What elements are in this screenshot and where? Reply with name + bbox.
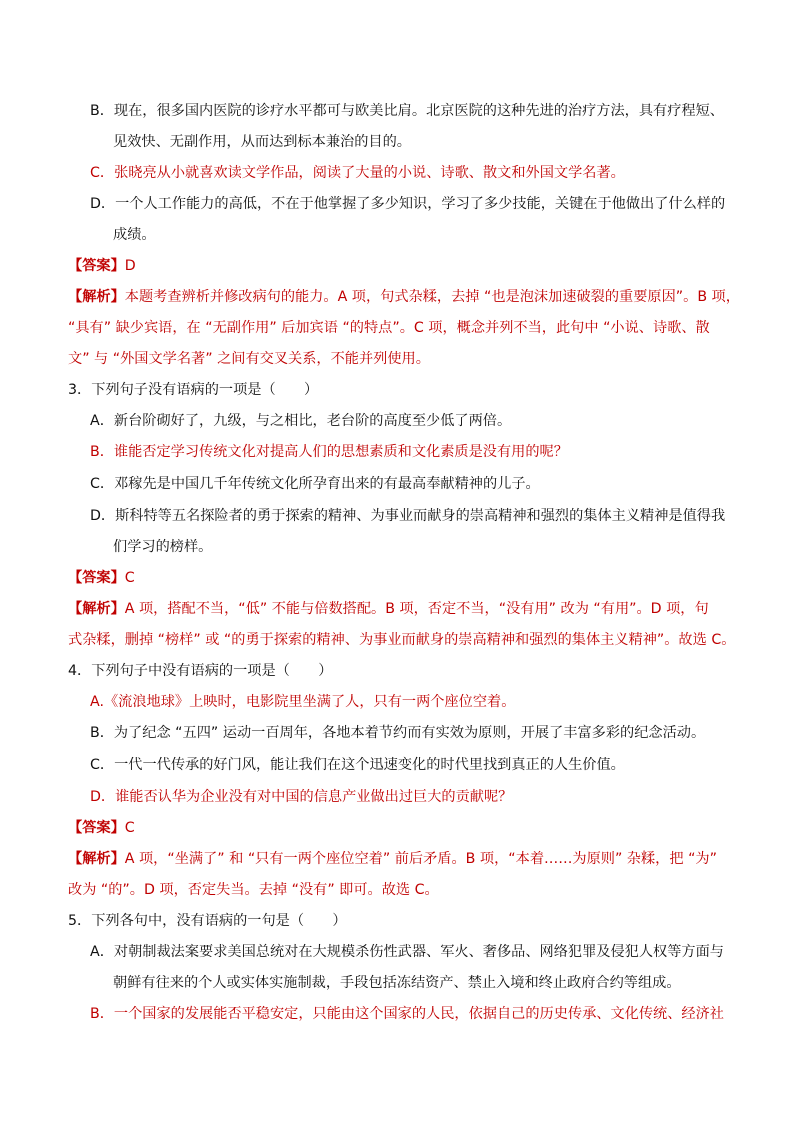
q3-option-c: C．邓稼先是中国几千年传统文化所孕育出来的有最高奉献精神的儿子。	[90, 476, 540, 492]
q3-analysis-line1	[68, 599, 709, 619]
analysis-label: 【解析】	[68, 289, 125, 305]
q3-analysis-line2: 式杂糅，删掉 “榜样” 或 “的勇于探索的精神、为事业而献身的崇高精神和强烈的集体主义精神”。故选 C。	[68, 632, 736, 648]
q4-option-d: D．谁能否认华为企业没有对中国的信息产业做出过巨大的贡献呢？	[90, 789, 513, 805]
q2-answer	[68, 256, 136, 276]
q4-option-b: B．为了纪念 “五四” 运动一百周年，各地本着节约而有实效为原则，开展了丰富多彩的纪念活动。	[90, 725, 706, 741]
q3-question: 3．下列句子没有语病的一项是（ ）	[68, 382, 319, 398]
answer-value: D	[124, 258, 136, 274]
analysis-text: A 项，“坐满了” 和 “只有一两个座位空着” 前后矛盾。B 项，“本着……为原则” 杂糅，把 “为”	[124, 851, 717, 867]
q5-option-a-line1: A．对朝制裁法案要求美国总统对在大规模杀伤性武器、军火、奢侈品、网络犯罪及侵犯人权等方面与	[90, 944, 724, 960]
q4-question: 4．下列句子中没有语病的一项是（ ）	[68, 663, 333, 679]
q5-question: 5．下列各句中，没有语病的一句是（ ）	[68, 913, 347, 929]
q3-option-b: B．谁能否定学习传统文化对提高人们的思想素质和文化素质是没有用的呢？	[90, 444, 568, 460]
q2-option-d-line2: 成绩。	[113, 227, 156, 243]
q2-analysis-line3: 文” 与 “外国文学名著” 之间有交叉关系，不能并列使用。	[68, 351, 430, 367]
q4-option-c: C．一代一代传承的好门风，能让我们在这个迅速变化的时代里找到真正的人生价值。	[90, 757, 625, 773]
answer-label: 【答案】	[68, 570, 125, 586]
analysis-label: 【解析】	[68, 601, 125, 617]
q2-option-c: C．张晓亮从小就喜欢读文学作品，阅读了大量的小说、诗歌、散文和外国文学名著。	[90, 165, 625, 181]
answer-label: 【答案】	[68, 258, 125, 274]
q2-option-b-line2: 见效快、无副作用，从而达到标本兼治的目的。	[113, 134, 411, 150]
analysis-label: 【解析】	[68, 851, 125, 867]
q4-analysis-line1	[68, 849, 717, 869]
q3-answer	[68, 568, 135, 588]
q2-analysis-line2: “具有” 缺少宾语，在 “无副作用” 后加宾语 “的特点”。C 项，概念并列不当，此句中 “小说、诗歌、散	[68, 320, 710, 336]
q5-option-b-line1: B．一个国家的发展能否平稳安定，只能由这个国家的人民，依据自己的历史传承、文化传统、经济社	[90, 1006, 724, 1022]
q4-answer	[68, 818, 135, 838]
q5-option-a-line2: 朝鲜有往来的个人或实体实施制裁，手段包括冻结资产、禁止入境和终止政府合约等组成。	[113, 975, 681, 991]
q2-analysis-line1	[68, 287, 740, 307]
answer-value: C	[124, 820, 135, 836]
q4-analysis-line2: 改为 “的”。D 项，否定失当。去掉 “没有” 即可。故选 C。	[68, 882, 439, 898]
q2-option-b-line1: B．现在，很多国内医院的诊疗水平都可与欧美比肩。北京医院的这种先进的治疗方法，具有疗程短、	[90, 103, 724, 119]
q4-option-a: A.《流浪地球》上映时，电影院里坐满了人，只有一两个座位空着。	[90, 694, 516, 710]
q3-option-d-line2: 们学习的榜样。	[113, 539, 213, 555]
analysis-text: A 项，搭配不当，“低” 不能与倍数搭配。B 项，否定不当，“没有用” 改为 “有用”。D 项，句	[124, 601, 709, 617]
answer-label: 【答案】	[68, 820, 125, 836]
q3-option-d-line1: D．斯科特等五名探险者的勇于探索的精神、为事业而献身的崇高精神和强烈的集体主义精神是值得我	[90, 508, 726, 524]
q3-option-a: A．新台阶砌好了，九级，与之相比，老台阶的高度至少低了两倍。	[90, 413, 512, 429]
q2-option-d-line1: D．一个人工作能力的高低，不在于他掌握了多少知识，学习了多少技能，关键在于他做出了什么样的	[90, 196, 726, 212]
analysis-text: 本题考查辨析并修改病句的能力。A 项，句式杂糅，去掉 “也是泡沫加速破裂的重要原因”。B 项，	[124, 289, 740, 305]
answer-value: C	[124, 570, 135, 586]
